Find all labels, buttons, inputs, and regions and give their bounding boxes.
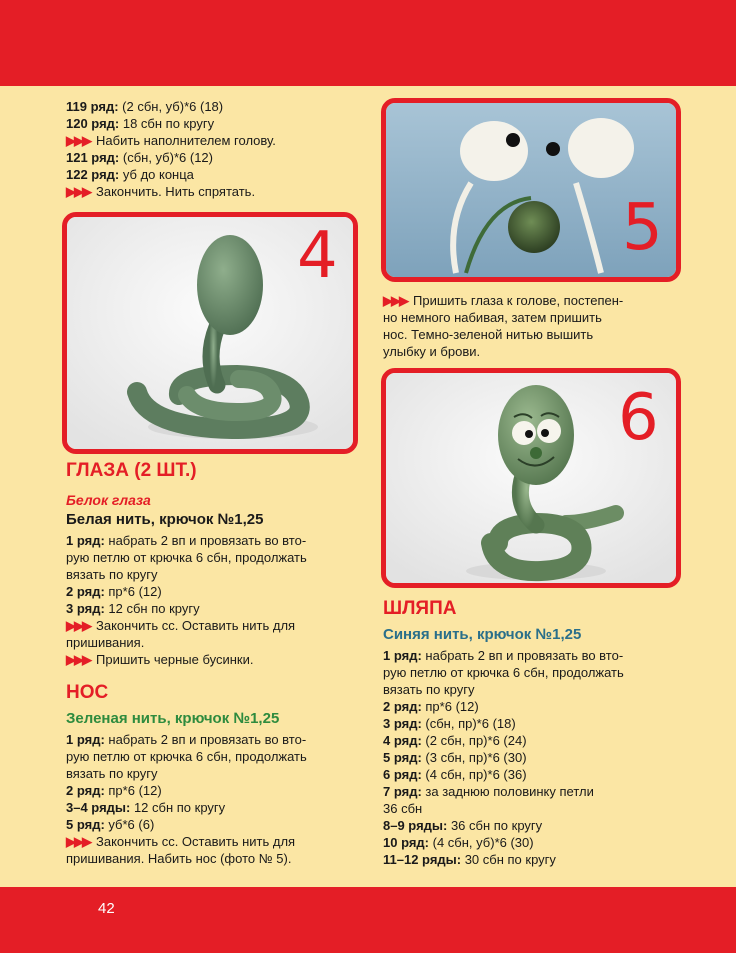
nose-section: НОС Зеленая нить, крючок №1,25 1 ряд: набрать 2 вп и провязать во вто- рую петлю от крючка 6 сбн, продолжать вязать по кругу 2 ряд: пр*6 (12) 3–4 ряды: 12 сбн по кругу 5 ряд: уб*6 (6) ▶▶▶ Закончить сс. Оставить нить для пришивания. Набить нос (фото № 5). (66, 682, 366, 867)
photo-number: 5 (622, 191, 663, 265)
page-number: 42 (98, 900, 115, 917)
photo-number: 6 (618, 381, 659, 455)
hat-yarn: Синяя нить, крючок №1,25 (383, 626, 582, 643)
instruction-line: 121 ряд: (сбн, уб)*6 (12) (66, 150, 213, 165)
photo-number: 4 (297, 219, 338, 293)
eyes-subtitle: Белок глаза (66, 492, 151, 508)
instruction-line: 120 ряд: 18 сбн по кругу (66, 116, 215, 131)
eyes-title: ГЛАЗА (2 ШТ.) (66, 460, 197, 481)
photo-4-snake-body (62, 212, 358, 454)
instruction-line: ▶▶▶ Набить наполнителем голову. (66, 133, 276, 148)
eyes-section: ГЛАЗА (2 ШТ.) Белок глаза Белая нить, крючок №1,25 1 ряд: набрать 2 вп и провязать во вто- рую петлю от крючка 6 сбн, продолжать вязать по кругу 2 ряд: пр*6 (12) 3 ряд: 12 сбн по кругу ▶▶▶ Закончить сс. Оставить нить для пришивания. ▶▶▶ Пришить черные бусинки. (66, 460, 366, 668)
nose-yarn: Зеленая нить, крючок №1,25 (66, 710, 280, 727)
arrow-icon: ▶▶▶ (383, 293, 407, 308)
top-instructions (66, 98, 366, 200)
eyes-yarn: Белая нить, крючок №1,25 (66, 511, 264, 528)
footer-band (0, 887, 736, 953)
instruction-line: ▶▶▶ Закончить. Нить спрятать. (66, 184, 256, 199)
photo-6-finished-snake (381, 368, 681, 588)
header-band (0, 0, 736, 86)
hat-title: ШЛЯПА (383, 598, 457, 619)
arrow-icon: ▶▶▶ (66, 184, 90, 199)
photo-5-caption: ▶▶▶ Пришить глаза к голове, постепен- но немного набивая, затем пришить нос. Темно-зеленой нитью вышить улыбку и брови. (383, 293, 624, 359)
arrow-icon: ▶▶▶ (66, 652, 90, 667)
hat-section: ШЛЯПА Синяя нить, крючок №1,25 1 ряд: набрать 2 вп и провязать во вто- рую петлю от крючка 6 сбн, продолжать вязать по кругу 2 ряд: пр*6 (12) 3 ряд: (сбн, пр)*6 (18) 4 ряд: (2 сбн, пр)*6 (24) 5 ряд: (3 сбн, пр)*6 (30) 6 ряд: (4 сбн, пр)*6 (36) 7 ряд: за заднюю половинку петли 36 сбн 8–9 ряды: 36 сбн по кругу 10 ряд: (4 сбн, уб)*6 (30) 11–12 ряды: 30 сбн по кругу (383, 598, 683, 868)
arrow-icon: ▶▶▶ (66, 133, 90, 148)
nose-title: НОС (66, 682, 109, 703)
arrow-icon: ▶▶▶ (66, 834, 90, 849)
arrow-icon: ▶▶▶ (66, 618, 90, 633)
instruction-line: 119 ряд: (2 сбн, уб)*6 (18) (66, 99, 224, 114)
instruction-line: 122 ряд: уб до конца (66, 167, 194, 182)
photo-5-eyes-nose (381, 98, 681, 282)
